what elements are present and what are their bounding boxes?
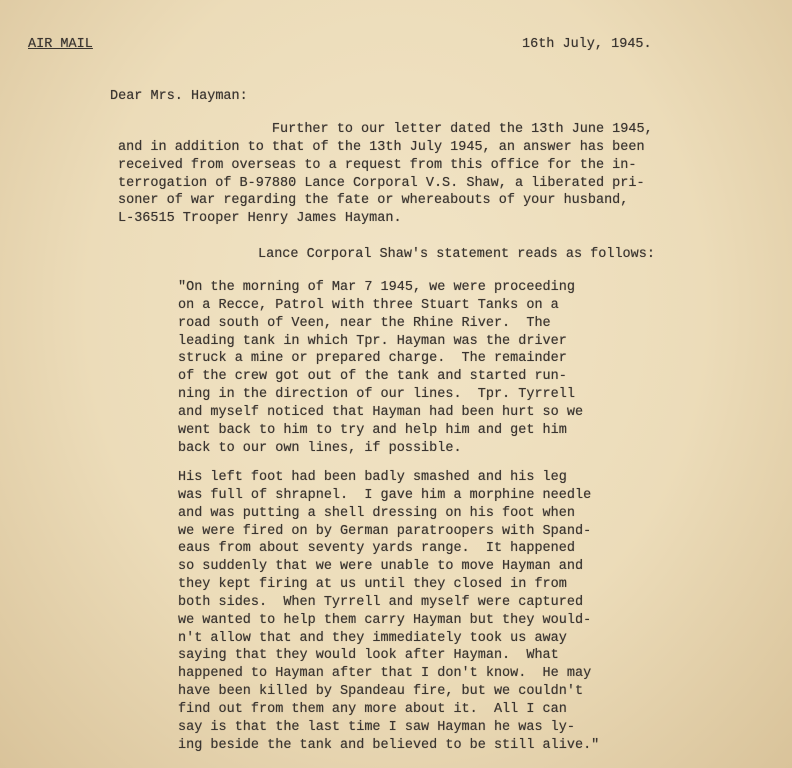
text-line: went back to him to try and help him and get him xyxy=(178,422,567,438)
text-line: and in addition to that of the 13th July 1945, an answer has been xyxy=(118,139,645,155)
text-line: say is that the last time I saw Hayman he was ly- xyxy=(178,719,575,735)
text-line: so suddenly that we were unable to move Hayman and xyxy=(178,559,584,575)
text-line: back to our own lines, if possible. xyxy=(178,440,462,456)
text-line: have been killed by Spandeau fire, but we couldn't xyxy=(178,684,584,700)
text-line: soner of war regarding the fate or whereabouts of your husband, xyxy=(118,193,629,209)
text-line: terrogation of B-97880 Lance Corporal V.S. Shaw, a liberated pri- xyxy=(118,175,645,191)
text-line: happened to Hayman after that I don't know. He may xyxy=(178,666,592,682)
text-line: Further to our letter dated the 13th June 1945, xyxy=(118,122,653,137)
text-line: on a Recce, Patrol with three Stuart Tanks on a xyxy=(178,297,559,313)
text-line: we were fired on by German paratroopers with Spand- xyxy=(178,523,592,539)
statement-intro: Lance Corporal Shaw's statement reads as follows: xyxy=(258,247,655,262)
paragraph-intro xyxy=(118,121,653,228)
text-line: we wanted to help them carry Hayman but they would- xyxy=(178,612,592,628)
text-line: of the crew got out of the tank and started run- xyxy=(178,369,567,385)
text-line: His left foot had been badly smashed and his leg xyxy=(178,470,567,485)
text-line: was full of shrapnel. I gave him a morphine needle xyxy=(178,487,592,503)
statement-paragraph-2 xyxy=(178,469,599,755)
air-mail-label: AIR MAIL xyxy=(28,37,93,52)
text-line: and was putting a shell dressing on his foot when xyxy=(178,505,575,521)
statement-paragraph-1 xyxy=(178,279,583,457)
text-line: both sides. When Tyrrell and myself were captured xyxy=(178,594,584,610)
text-line: road south of Veen, near the Rhine River. The xyxy=(178,315,551,331)
text-line: "On the morning of Mar 7 1945, we were proceeding xyxy=(178,280,575,295)
text-line: ning in the direction of our lines. Tpr. Tyrrell xyxy=(178,387,575,403)
text-line: and myself noticed that Hayman had been hurt so we xyxy=(178,404,584,420)
letter-date: 16th July, 1945. xyxy=(522,37,652,52)
text-line: saying that they would look after Hayman. What xyxy=(178,648,559,664)
text-line: received from overseas to a request from this office for the in- xyxy=(118,157,637,173)
text-line: find out from them any more about it. All I can xyxy=(178,701,567,717)
text-line: leading tank in which Tpr. Hayman was the driver xyxy=(178,333,567,349)
text-line: L-36515 Trooper Henry James Hayman. xyxy=(118,211,402,227)
text-line: n't allow that and they immediately took us away xyxy=(178,630,567,646)
text-line: struck a mine or prepared charge. The remainder xyxy=(178,351,567,367)
text-line: they kept firing at us until they closed in from xyxy=(178,577,567,593)
text-line: ing beside the tank and believed to be still alive." xyxy=(178,737,600,753)
text-line: eaus from about seventy yards range. It happened xyxy=(178,541,575,557)
salutation: Dear Mrs. Hayman: xyxy=(110,89,248,104)
